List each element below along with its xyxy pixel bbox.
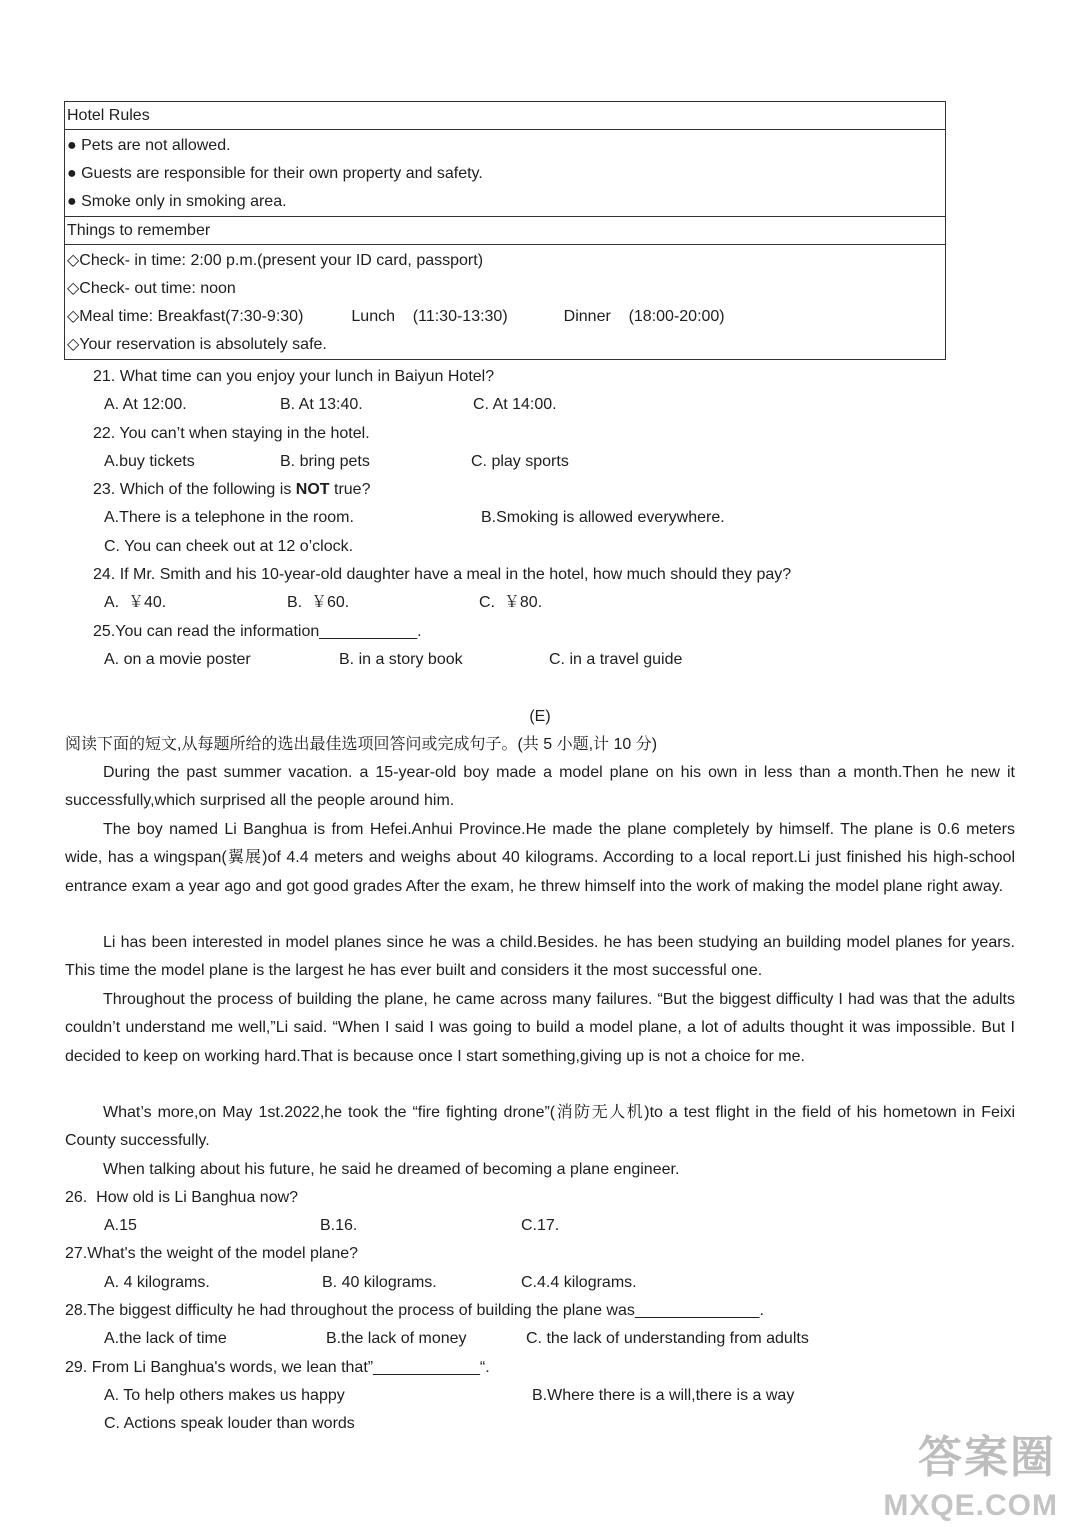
q22-option-a: A.buy tickets <box>104 453 195 470</box>
meal-lunch: Lunch (11:30-13:30) <box>351 308 508 325</box>
checkin-time: ◇Check- in time: 2:00 p.m.(present your ID card, passport) <box>67 252 484 269</box>
passage-paragraph: What’s more,on May 1st.2022,he took the “fire fighting drone”(消防无人机)to a test flight in the field of his hometown in Feixi County successfully. <box>65 1104 1015 1150</box>
passage-paragraph: Throughout the process of building the plane, he came across many failures. “But the biggest difficulty I had was that the adults couldn’t understand me well,”Li said. “When I said I was going to build a model plane, a lot of adults thought it was impossible. But I decided to keep on working hard.That is because once I start something,giving up is not a choice for me. <box>65 991 1015 1065</box>
q25-option-b: B. in a story book <box>339 651 463 668</box>
rule-item: ● Guests are responsible for their own property and safety. <box>67 165 483 182</box>
q24-option-c: C. ￥80. <box>479 594 543 611</box>
q28-option-c: C. the lack of understanding from adults <box>526 1330 809 1347</box>
passage-paragraph: The boy named Li Banghua is from Hefei.Anhui Province.He made the plane completely by himself. The plane is 0.6 meters wide, has a wingspan(翼展)of 4.4 meters and weighs about 40 kilograms. According to a local report.Li just finished his high-school entrance exam a year ago and got good grades After the exam, he threw himself into the work of making the model plane right away. <box>65 821 1015 895</box>
passage-paragraph: Li has been interested in model planes since he was a child.Besides. he has been studying an building model planes for years. This time the model plane is the largest he has ever built and considers it the most successful one. <box>65 934 1015 980</box>
q22-option-b: B. bring pets <box>280 453 370 470</box>
section-e-title: (E) <box>529 708 551 725</box>
q26-option-b: B.16. <box>320 1217 358 1234</box>
q24-option-b: B. ￥60. <box>287 594 350 611</box>
q27-option-b: B. 40 kilograms. <box>322 1274 437 1291</box>
q23-option-b: B.Smoking is allowed everywhere. <box>481 509 725 526</box>
q27-option-a: A. 4 kilograms. <box>104 1274 210 1291</box>
things-to-remember-list <box>65 245 945 359</box>
q27-option-c: C.4.4 kilograms. <box>521 1274 637 1291</box>
q28-option-b: B.the lack of money <box>326 1330 467 1347</box>
rule-item: ● Pets are not allowed. <box>67 137 231 154</box>
section-e-instruction: 阅读下面的短文,从每题所给的选出最佳选项回答问或完成句子。(共 5 小题,计 10 分) <box>65 736 658 753</box>
question-26: 26. How old is Li Banghua now? <box>65 1189 299 1206</box>
q29-option-a: A. To help others makes us happy <box>104 1387 345 1404</box>
question-27: 27.What's the weight of the model plane? <box>65 1245 359 1262</box>
q21-option-c: C. At 14:00. <box>473 396 557 413</box>
passage-paragraph: During the past summer vacation. a 15-year-old boy made a model plane on his own in less than a month.Then he new it successfully,which surprised all the people around him. <box>65 764 1015 810</box>
question-23 <box>93 476 370 504</box>
question-28: 28.The biggest difficulty he had throughout the process of building the plane was______________. <box>65 1302 764 1319</box>
q25-option-c: C. in a travel guide <box>549 651 683 668</box>
q25-option-a: A. on a movie poster <box>104 651 251 668</box>
q21-option-a: A. At 12:00. <box>104 396 187 413</box>
question-24: 24. If Mr. Smith and his 10-year-old daughter have a meal in the hotel, how much should they pay? <box>93 566 792 583</box>
question-29: 29. From Li Banghua's words, we lean that”____________“. <box>65 1359 490 1376</box>
q29-option-b: B.Where there is a will,there is a way <box>532 1387 795 1404</box>
reservation-note: ◇Your reservation is absolutely safe. <box>67 336 327 353</box>
question-21: 21. What time can you enjoy your lunch in Baiyun Hotel? <box>93 368 495 385</box>
q23-option-a: A.There is a telephone in the room. <box>104 509 354 526</box>
q26-option-c: C.17. <box>521 1217 560 1234</box>
hotel-info-table <box>64 101 946 360</box>
q28-option-a: A.the lack of time <box>104 1330 227 1347</box>
question-25: 25.You can read the information___________. <box>93 623 422 640</box>
things-to-remember-header: Things to remember <box>65 217 945 245</box>
q23-stem-emphasis: NOT <box>295 481 330 498</box>
meal-dinner: Dinner (18:00-20:00) <box>563 308 725 325</box>
watermark-site-text: MXQE.COM <box>883 1489 1058 1522</box>
passage-paragraph: When talking about his future, he said he dreamed of becoming a plane engineer. <box>103 1161 680 1178</box>
checkout-time: ◇Check- out time: noon <box>67 280 236 297</box>
watermark-logo-text: 答案圈 <box>918 1433 1056 1482</box>
meal-breakfast: ◇Meal time: Breakfast(7:30-9:30) <box>67 308 304 325</box>
hotel-rules-header: Hotel Rules <box>65 102 945 130</box>
hotel-rules-list <box>65 130 945 217</box>
q22-option-c: C. play sports <box>471 453 569 470</box>
q23-stem-start: 23. Which of the following is <box>93 481 296 498</box>
question-22: 22. You can’t when staying in the hotel. <box>93 425 370 442</box>
q23-option-c: C. You can cheek out at 12 o’clock. <box>104 538 354 555</box>
q29-option-c: C. Actions speak louder than words <box>104 1415 355 1432</box>
q24-option-a: A. ￥40. <box>104 594 167 611</box>
q23-stem-end: true? <box>329 481 371 498</box>
rule-item: ● Smoke only in smoking area. <box>67 193 287 210</box>
q21-option-b: B. At 13:40. <box>280 396 363 413</box>
meal-times <box>65 303 945 331</box>
q26-option-a: A.15 <box>104 1217 137 1234</box>
